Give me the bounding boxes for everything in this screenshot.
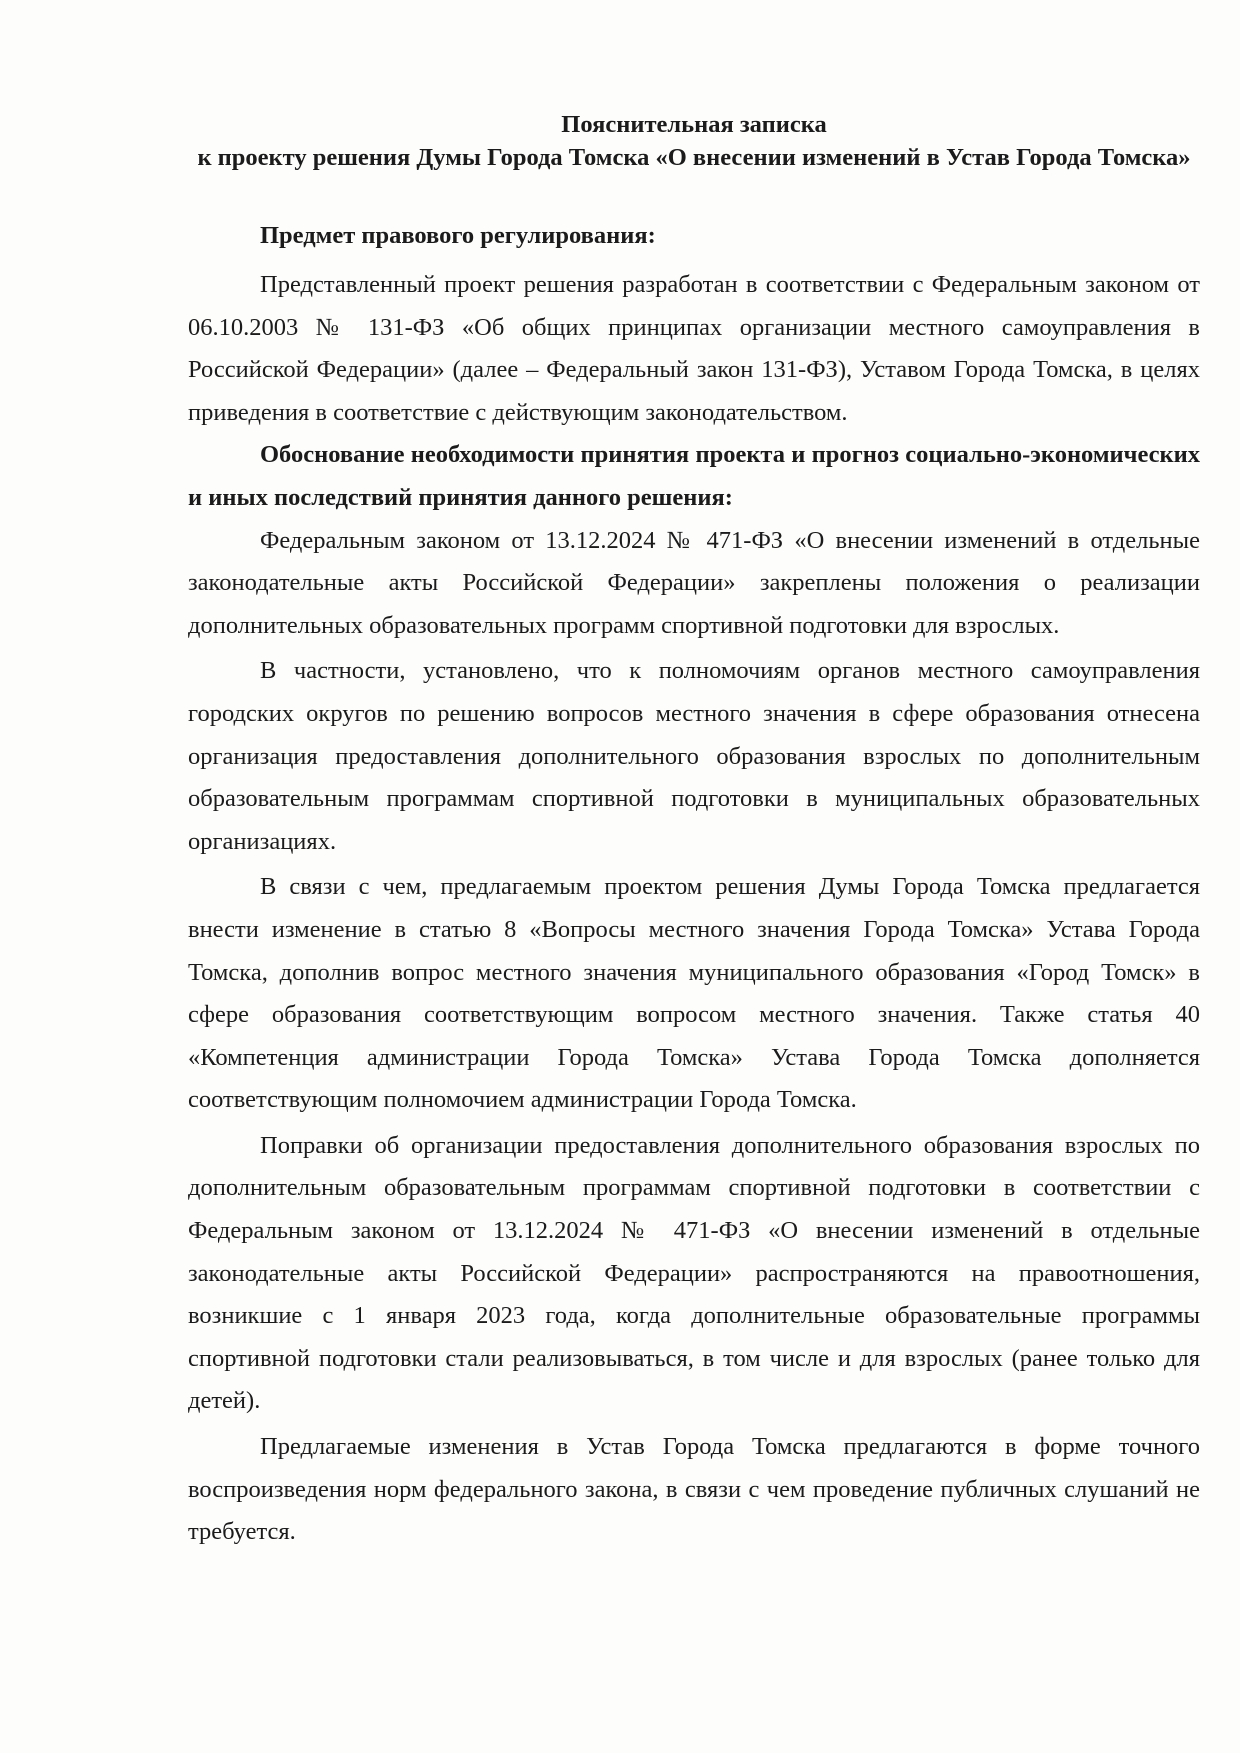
- paragraph-5: Предлагаемые изменения в Устав Города Томска предлагаются в форме точного воспроизведения норм федерального закона, в связи с чем проведение публичных слушаний не требуется.: [188, 1433, 1200, 1546]
- paragraph-2: В частности, установлено, что к полномочиям органов местного самоуправления городских округов по решению вопросов местного значения в сфере образования отнесена организация предоставления дополнительного образования взрослых по дополнительным образовательным программам спортивной подготовки в муниципальных образовательных организациях.: [188, 657, 1200, 855]
- document-title: [188, 108, 1200, 174]
- paragraph-4: Поправки об организации предоставления дополнительного образования взрослых по дополнительным образовательным программам спортивной подготовки в соответствии с Федеральным законом от 13.12.2024 № 471-ФЗ «О внесении изменений в отдельные законодательные акты Российской Федерации» распространяются на правоотношения, возникшие с 1 января 2023 года, когда дополнительные образовательные программы спортивной подготовки стали реализовываться, в том числе и для взрослых (ранее только для детей).: [188, 1131, 1200, 1415]
- title-line-2: к проекту решения Думы Города Томска «О внесении изменений в Устав Города Томска»: [197, 144, 1191, 171]
- title-line-1: Пояснительная записка: [561, 111, 827, 138]
- subject-paragraph: Представленный проект решения разработан в соответствии с Федеральным законом от 06.10.2003 № 131-ФЗ «Об общих принципах организации местного самоуправления в Российской Федерации» (далее – Федеральный закон 131-ФЗ), Уставом Города Томска, в целях приведения в соответствие с действующим законодательством.: [188, 271, 1200, 426]
- document-content: [188, 108, 1200, 1554]
- subject-heading: Предмет правового регулирования:: [260, 222, 656, 249]
- paragraph-1: Федеральным законом от 13.12.2024 № 471-ФЗ «О внесении изменений в отдельные законодательные акты Российской Федерации» закреплены положения о реализации дополнительных образовательных программ спортивной подготовки для взрослых.: [188, 526, 1200, 639]
- justification-heading: Обоснование необходимости принятия проекта и прогноз социально-экономических и иных последствий принятия данного решения:: [188, 441, 1200, 511]
- paragraph-3: В связи с чем, предлагаемым проектом решения Думы Города Томска предлагается внести изменение в статью 8 «Вопросы местного значения Города Томска» Устава Города Томска, дополнив вопрос местного значения муниципального образования «Город Томск» в сфере образования соответствующим вопросом местного значения. Также статья 40 «Компетенция администрации Города Томска» Устава Города Томска дополняется соответствующим полномочием администрации Города Томска.: [188, 873, 1200, 1114]
